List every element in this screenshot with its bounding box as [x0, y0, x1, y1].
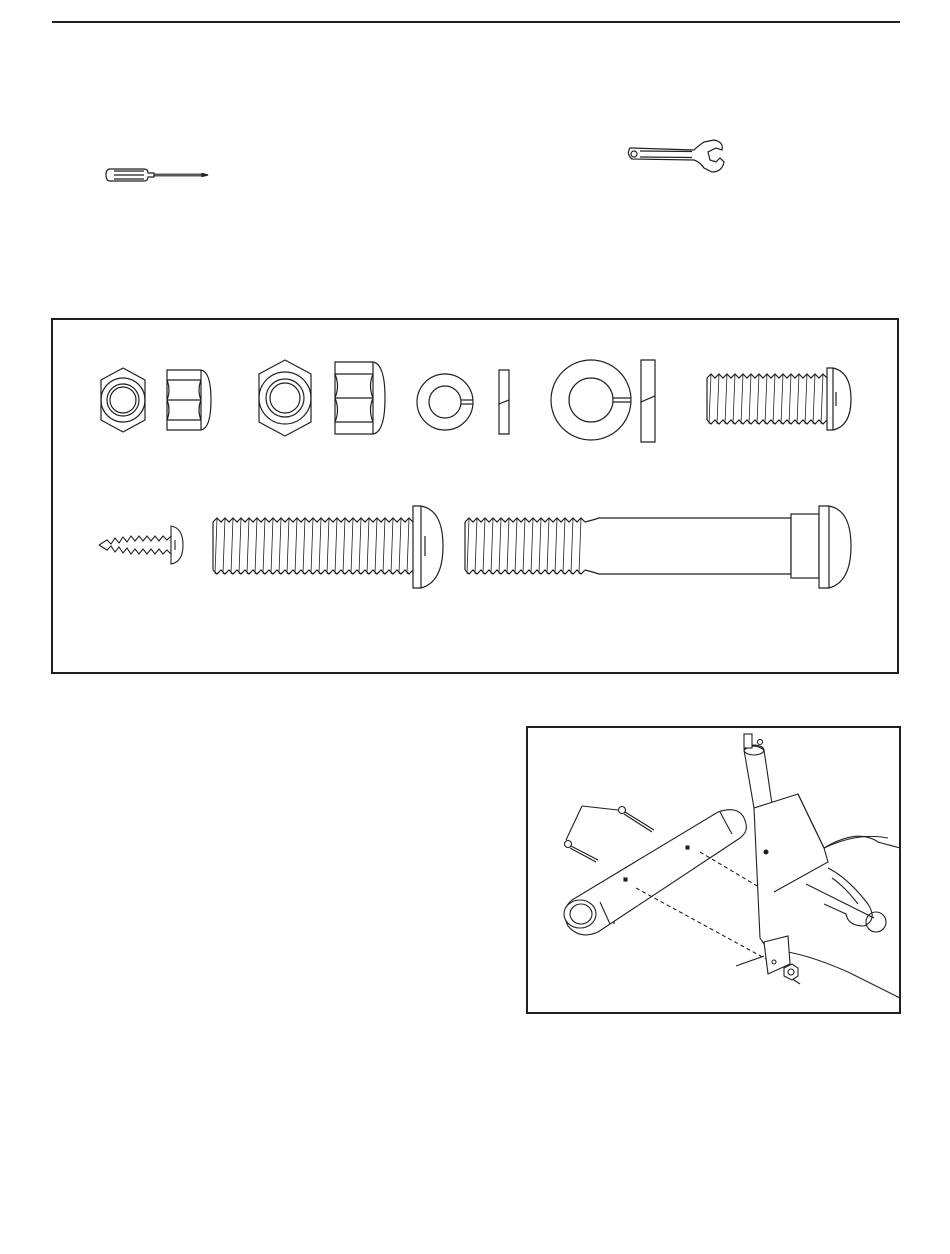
- wrench-icon: [624, 138, 730, 174]
- shoulder-bolt-icon: [461, 500, 861, 596]
- stabilizer-assembly-drawing: [528, 728, 899, 1012]
- assembly-diagram-box: [526, 726, 901, 1014]
- short-button-head-bolt-icon: [703, 364, 863, 434]
- long-button-head-bolt-icon: [209, 500, 449, 596]
- hardware-identification-box: [51, 318, 899, 674]
- top-rule: [52, 21, 900, 23]
- large-split-lock-washer-icon: [547, 356, 677, 448]
- large-nylon-locknut-icon: [243, 356, 393, 448]
- small-split-lock-washer-icon: [413, 366, 523, 442]
- screwdriver-icon: [104, 160, 216, 190]
- screw-icon: [97, 520, 197, 570]
- small-nylon-locknut-icon: [87, 362, 217, 442]
